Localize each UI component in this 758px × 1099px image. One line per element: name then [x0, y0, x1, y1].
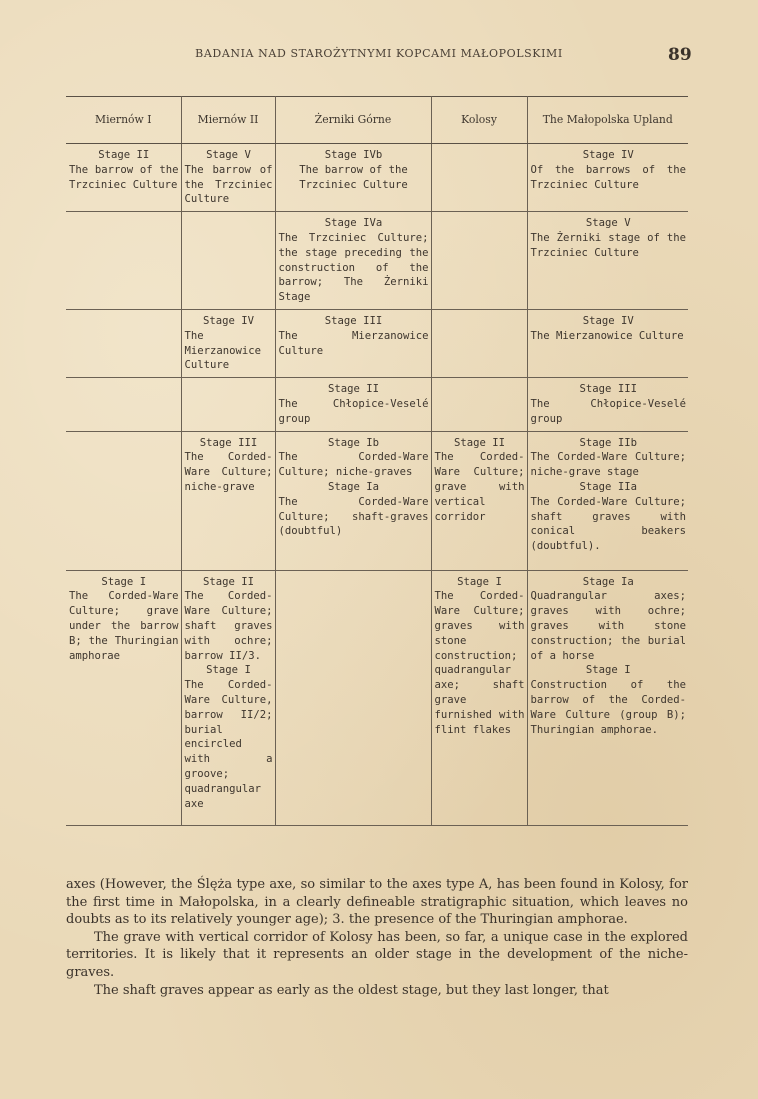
- stage-description: The Corded-Ware Culture; niche-graves: [278, 451, 429, 479]
- paragraph: axes (However, the Ślęża type axe, so similar to the axes type A, has been found in Kolosy, for the first time in Małopolska, in a clearly defineable stratigraphic situation, which leaves no doubts as to its relatively younger age); 3. the presence of the Thuringian amphorae.: [66, 877, 688, 928]
- table-cell: [66, 212, 181, 310]
- stage-title: Stage IVa: [324, 217, 383, 230]
- stage-description: The Corded-Ware Culture; graves with stone construction; quadrangular axe; shaft grave furnished with flint flakes: [434, 590, 525, 736]
- stage-description: The barrow of the Trzciniec Culture: [184, 163, 273, 206]
- stage-description: The Mierzanowice Culture: [184, 329, 262, 372]
- column-header: Miernów I: [66, 97, 181, 144]
- stage-description: The Corded-Ware Culture; shaft-graves (doubtful): [278, 495, 429, 538]
- stage-description: The Corded-Ware Culture; shaft graves with ochre; barrow II/3.: [184, 590, 273, 662]
- table-row: [66, 144, 688, 212]
- stage-description: The Corded-Ware Culture, barrow II/2; burial encircled with a groove; quadrangular axe: [184, 679, 273, 810]
- stage-title: Stage II: [98, 149, 150, 161]
- table-cell: [181, 570, 275, 825]
- stage-description: The barrow of the Trzciniec Culture: [299, 163, 408, 191]
- stage-title: Stage IV: [582, 149, 634, 161]
- table-cell: [181, 378, 275, 431]
- stage-title: Stage IVb: [324, 149, 383, 161]
- stage-title: Stage II: [327, 383, 380, 396]
- stage-title: Stage III: [579, 383, 637, 396]
- stage-title: Stage Ia: [327, 480, 380, 493]
- stage-description: The Żerniki stage of the Trzciniec Culture: [530, 231, 686, 259]
- table-cell: [527, 378, 688, 431]
- table-cell: [431, 144, 527, 212]
- table-cell: [275, 212, 431, 310]
- stage-description: The Corded-Ware Culture; grave under the barrow B; the Thuringian amphorae: [69, 590, 179, 662]
- paragraph: The grave with vertical corridor of Kolosy has been, so far, a unique case in the explored territories. It is likely that it represents an older stage in the development of the niche-graves.: [66, 929, 688, 980]
- table-cell: [527, 309, 688, 377]
- page-number: 89: [668, 45, 692, 65]
- table-cell: [66, 570, 181, 825]
- stage-title: Stage I: [101, 575, 147, 588]
- table-cell: [431, 378, 527, 431]
- column-header: The Małopolska Upland: [527, 97, 688, 144]
- stage-description: The Corded-Ware Culture; shaft graves with conical beakers (doubtful).: [530, 495, 686, 553]
- table-cell: [527, 570, 688, 825]
- stage-title: Stage IIa: [579, 480, 637, 493]
- table-row: [66, 212, 688, 310]
- table-cell: [66, 144, 181, 212]
- table-cell: [275, 144, 431, 212]
- table-cell: [527, 144, 688, 212]
- table-header-row: [66, 97, 688, 144]
- stage-description: The Corded-Ware Culture; grave with vertical corridor: [434, 451, 525, 523]
- stage-description: The barrow of the Trzciniec Culture: [69, 163, 179, 191]
- column-header: Żerniki Górne: [275, 97, 431, 144]
- table-cell: [66, 378, 181, 431]
- table-cell: [66, 431, 181, 570]
- table-cell: [431, 309, 527, 377]
- stage-title: Stage II: [453, 436, 506, 449]
- stage-title: Stage I: [206, 664, 251, 677]
- stage-description: The Mierzanowice Culture: [278, 329, 429, 357]
- table-row: [66, 309, 688, 377]
- stage-description: The Corded-Ware Culture; niche-grave: [184, 451, 273, 493]
- table-cell: [181, 144, 275, 212]
- column-header: Miernów II: [181, 97, 275, 144]
- table-row: [66, 431, 688, 570]
- stage-title: Stage III: [199, 436, 258, 449]
- body-text: [66, 876, 688, 999]
- stage-description: Of the barrows of the Trzciniec Culture: [530, 163, 686, 191]
- stage-title: Stage IIb: [579, 436, 637, 449]
- stage-title: Stage Ib: [327, 436, 380, 449]
- table-cell: [275, 431, 431, 570]
- table-cell: [431, 431, 527, 570]
- running-title: BADANIA NAD STAROŻYTNYMI KOPCAMI MAŁOPOLSKIMI: [195, 47, 563, 60]
- table-cell: [527, 431, 688, 570]
- stage-description: The Chłopice-Veselé group: [278, 397, 429, 425]
- stage-title: Stage V: [585, 217, 631, 230]
- table-cell: [275, 309, 431, 377]
- stage-description: The Chłopice-Veselé group: [530, 397, 686, 425]
- chronology-table: [66, 96, 688, 826]
- table-cell: [275, 570, 431, 825]
- table-cell: [181, 431, 275, 570]
- table-cell: [431, 570, 527, 825]
- stage-title: Stage IV: [202, 314, 255, 327]
- stage-title: Stage Ia: [582, 575, 634, 588]
- paragraph: The shaft graves appear as early as the oldest stage, but they last longer, that: [94, 982, 609, 998]
- table-cell: [275, 378, 431, 431]
- stage-title: Stage I: [585, 664, 631, 677]
- table-cell: [527, 212, 688, 310]
- stage-description: Quadrangular axes; graves with ochre; graves with stone construction; the burial of a horse: [530, 590, 686, 662]
- stage-title: Stage III: [324, 314, 383, 327]
- column-header: Kolosy: [431, 97, 527, 144]
- stage-title: Stage V: [206, 149, 251, 161]
- table-cell: [181, 212, 275, 310]
- stage-description: Construction of the barrow of the Corded-Ware Culture (group B); Thuringian amphorae.: [530, 679, 686, 736]
- stage-description: The Trzciniec Culture; the stage preceding the construction of the barrow; The Żerniki Stage: [278, 231, 429, 304]
- stage-title: Stage I: [457, 575, 502, 588]
- table-row: [66, 570, 688, 825]
- stage-description: The Corded-Ware Culture; niche-grave stage: [530, 451, 686, 479]
- table-cell: [181, 309, 275, 377]
- stage-title: Stage IV: [582, 314, 634, 327]
- stage-title: Stage II: [202, 575, 255, 588]
- table-cell: [431, 212, 527, 310]
- table-cell: [66, 309, 181, 377]
- stage-description: The Mierzanowice Culture: [530, 329, 684, 342]
- table-row: [66, 378, 688, 431]
